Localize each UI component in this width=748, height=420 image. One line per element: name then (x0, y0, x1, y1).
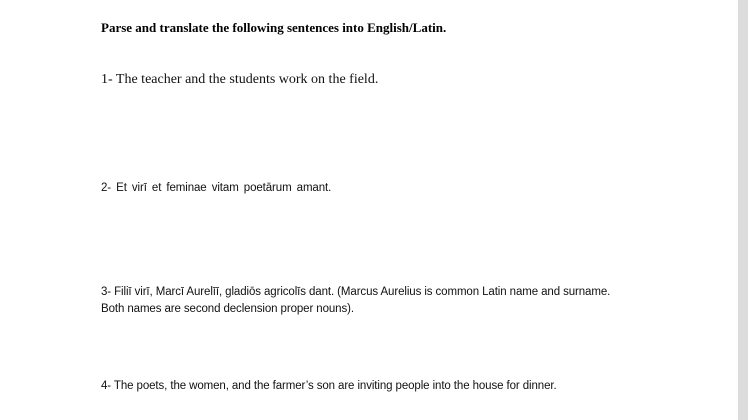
sentence-1: 1- The teacher and the students work on the field. (101, 72, 379, 87)
sentence-2: 2- Et virī et feminae vitam poetārum amant. (101, 182, 332, 194)
sentence-3-line-2: Both names are second declension proper nouns). (101, 303, 354, 315)
sentence-3-line-1: 3- Filiī virī, Marcī Aurelīī, gladiōs agricolīs dant. (Marcus Aurelius is common Latin name and surname. (101, 286, 611, 298)
sentence-4: 4- The poets, the women, and the farmer’s son are inviting people into the house for dinner. (101, 380, 557, 392)
page-title: Parse and translate the following sentences into English/Latin. (101, 20, 447, 35)
page-gutter (738, 0, 748, 420)
